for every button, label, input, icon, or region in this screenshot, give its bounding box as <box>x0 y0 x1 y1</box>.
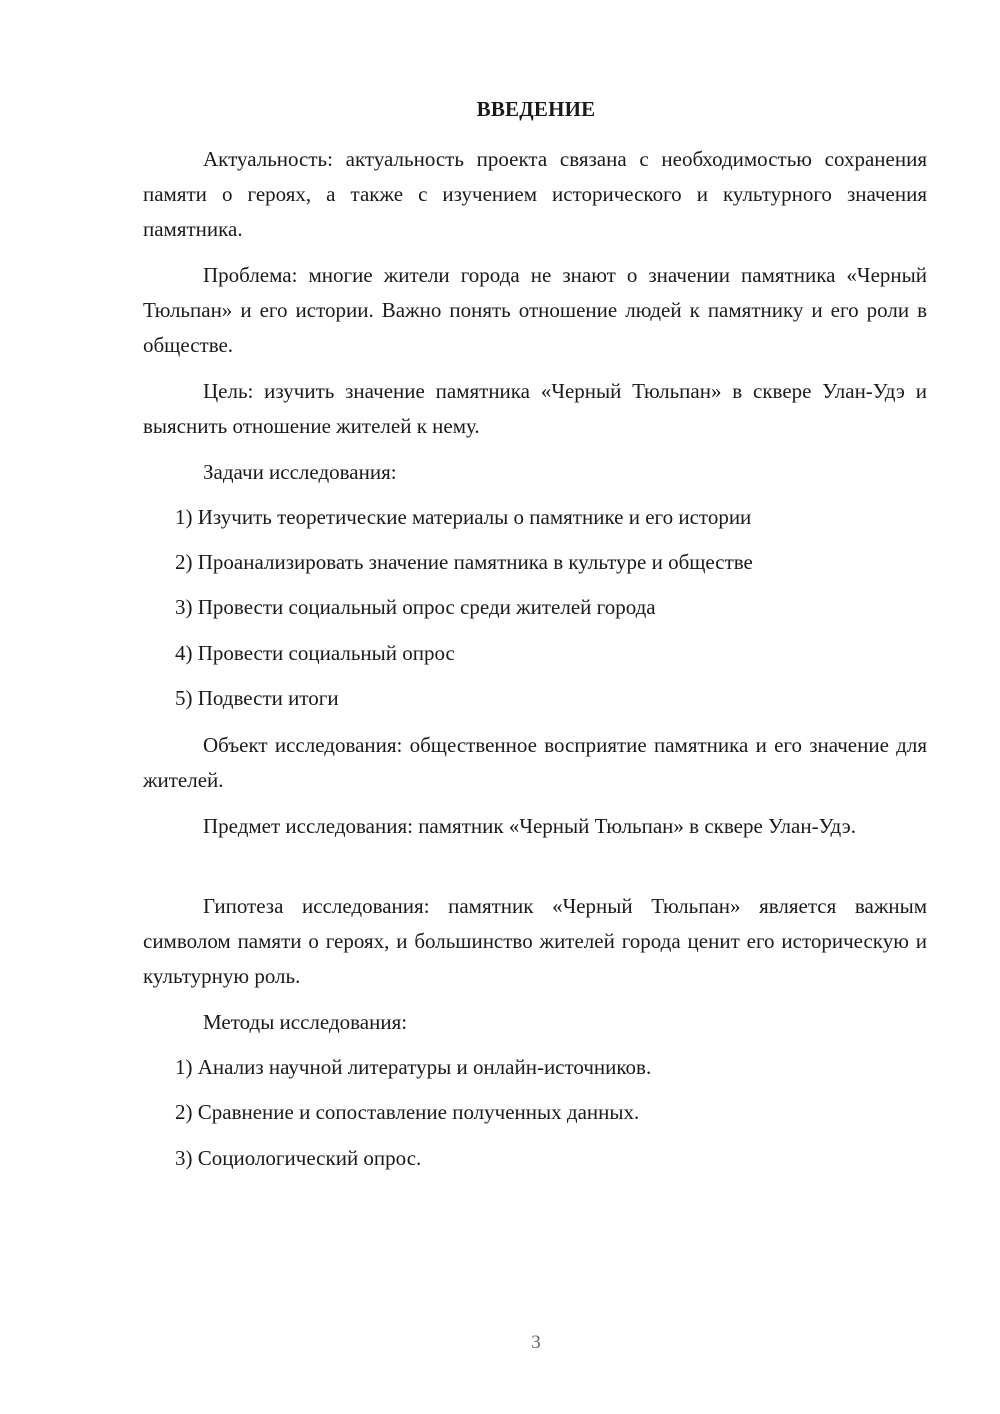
subject-paragraph: Предмет исследования: памятник «Черный Тюльпан» в сквере Улан-Удэ. <box>203 814 856 838</box>
methods-heading: Методы исследования: <box>203 1010 408 1034</box>
task-item: 1) Изучить теоретические материалы о памятнике и его истории <box>175 505 752 529</box>
goal-paragraph: Цель: изучить значение памятника «Черный Тюльпан» в сквере Улан-Удэ и выяснить отношение жителей к нему. <box>143 379 927 438</box>
method-item: 3) Социологический опрос. <box>175 1146 422 1170</box>
task-item: 2) Проанализировать значение памятника в культуре и обществе <box>175 550 753 574</box>
method-item: 2) Сравнение и сопоставление полученных данных. <box>175 1100 640 1124</box>
method-item: 1) Анализ научной литературы и онлайн-источников. <box>175 1055 652 1079</box>
relevance-paragraph: Актуальность: актуальность проекта связана с необходимостью сохранения памяти о героях, а также с изучением исторического и культурного значения памятника. <box>143 147 927 241</box>
page-title: ВВЕДЕНИЕ <box>476 97 596 121</box>
hypothesis-paragraph: Гипотеза исследования: памятник «Черный Тюльпан» является важным символом памяти о героях, и большинство жителей города ценит его историческую и культурную роль. <box>143 894 927 988</box>
task-item: 3) Провести социальный опрос среди жителей города <box>175 595 656 619</box>
tasks-heading: Задачи исследования: <box>203 460 397 484</box>
task-item: 5) Подвести итоги <box>175 686 339 710</box>
task-item: 4) Провести социальный опрос <box>175 641 455 665</box>
page-number: 3 <box>531 1332 541 1353</box>
problem-paragraph: Проблема: многие жители города не знают о значении памятника «Черный Тюльпан» и его истории. Важно понять отношение людей к памятнику и его роли в обществе. <box>143 263 927 357</box>
object-paragraph: Объект исследования: общественное восприятие памятника и его значение для жителей. <box>143 733 927 792</box>
